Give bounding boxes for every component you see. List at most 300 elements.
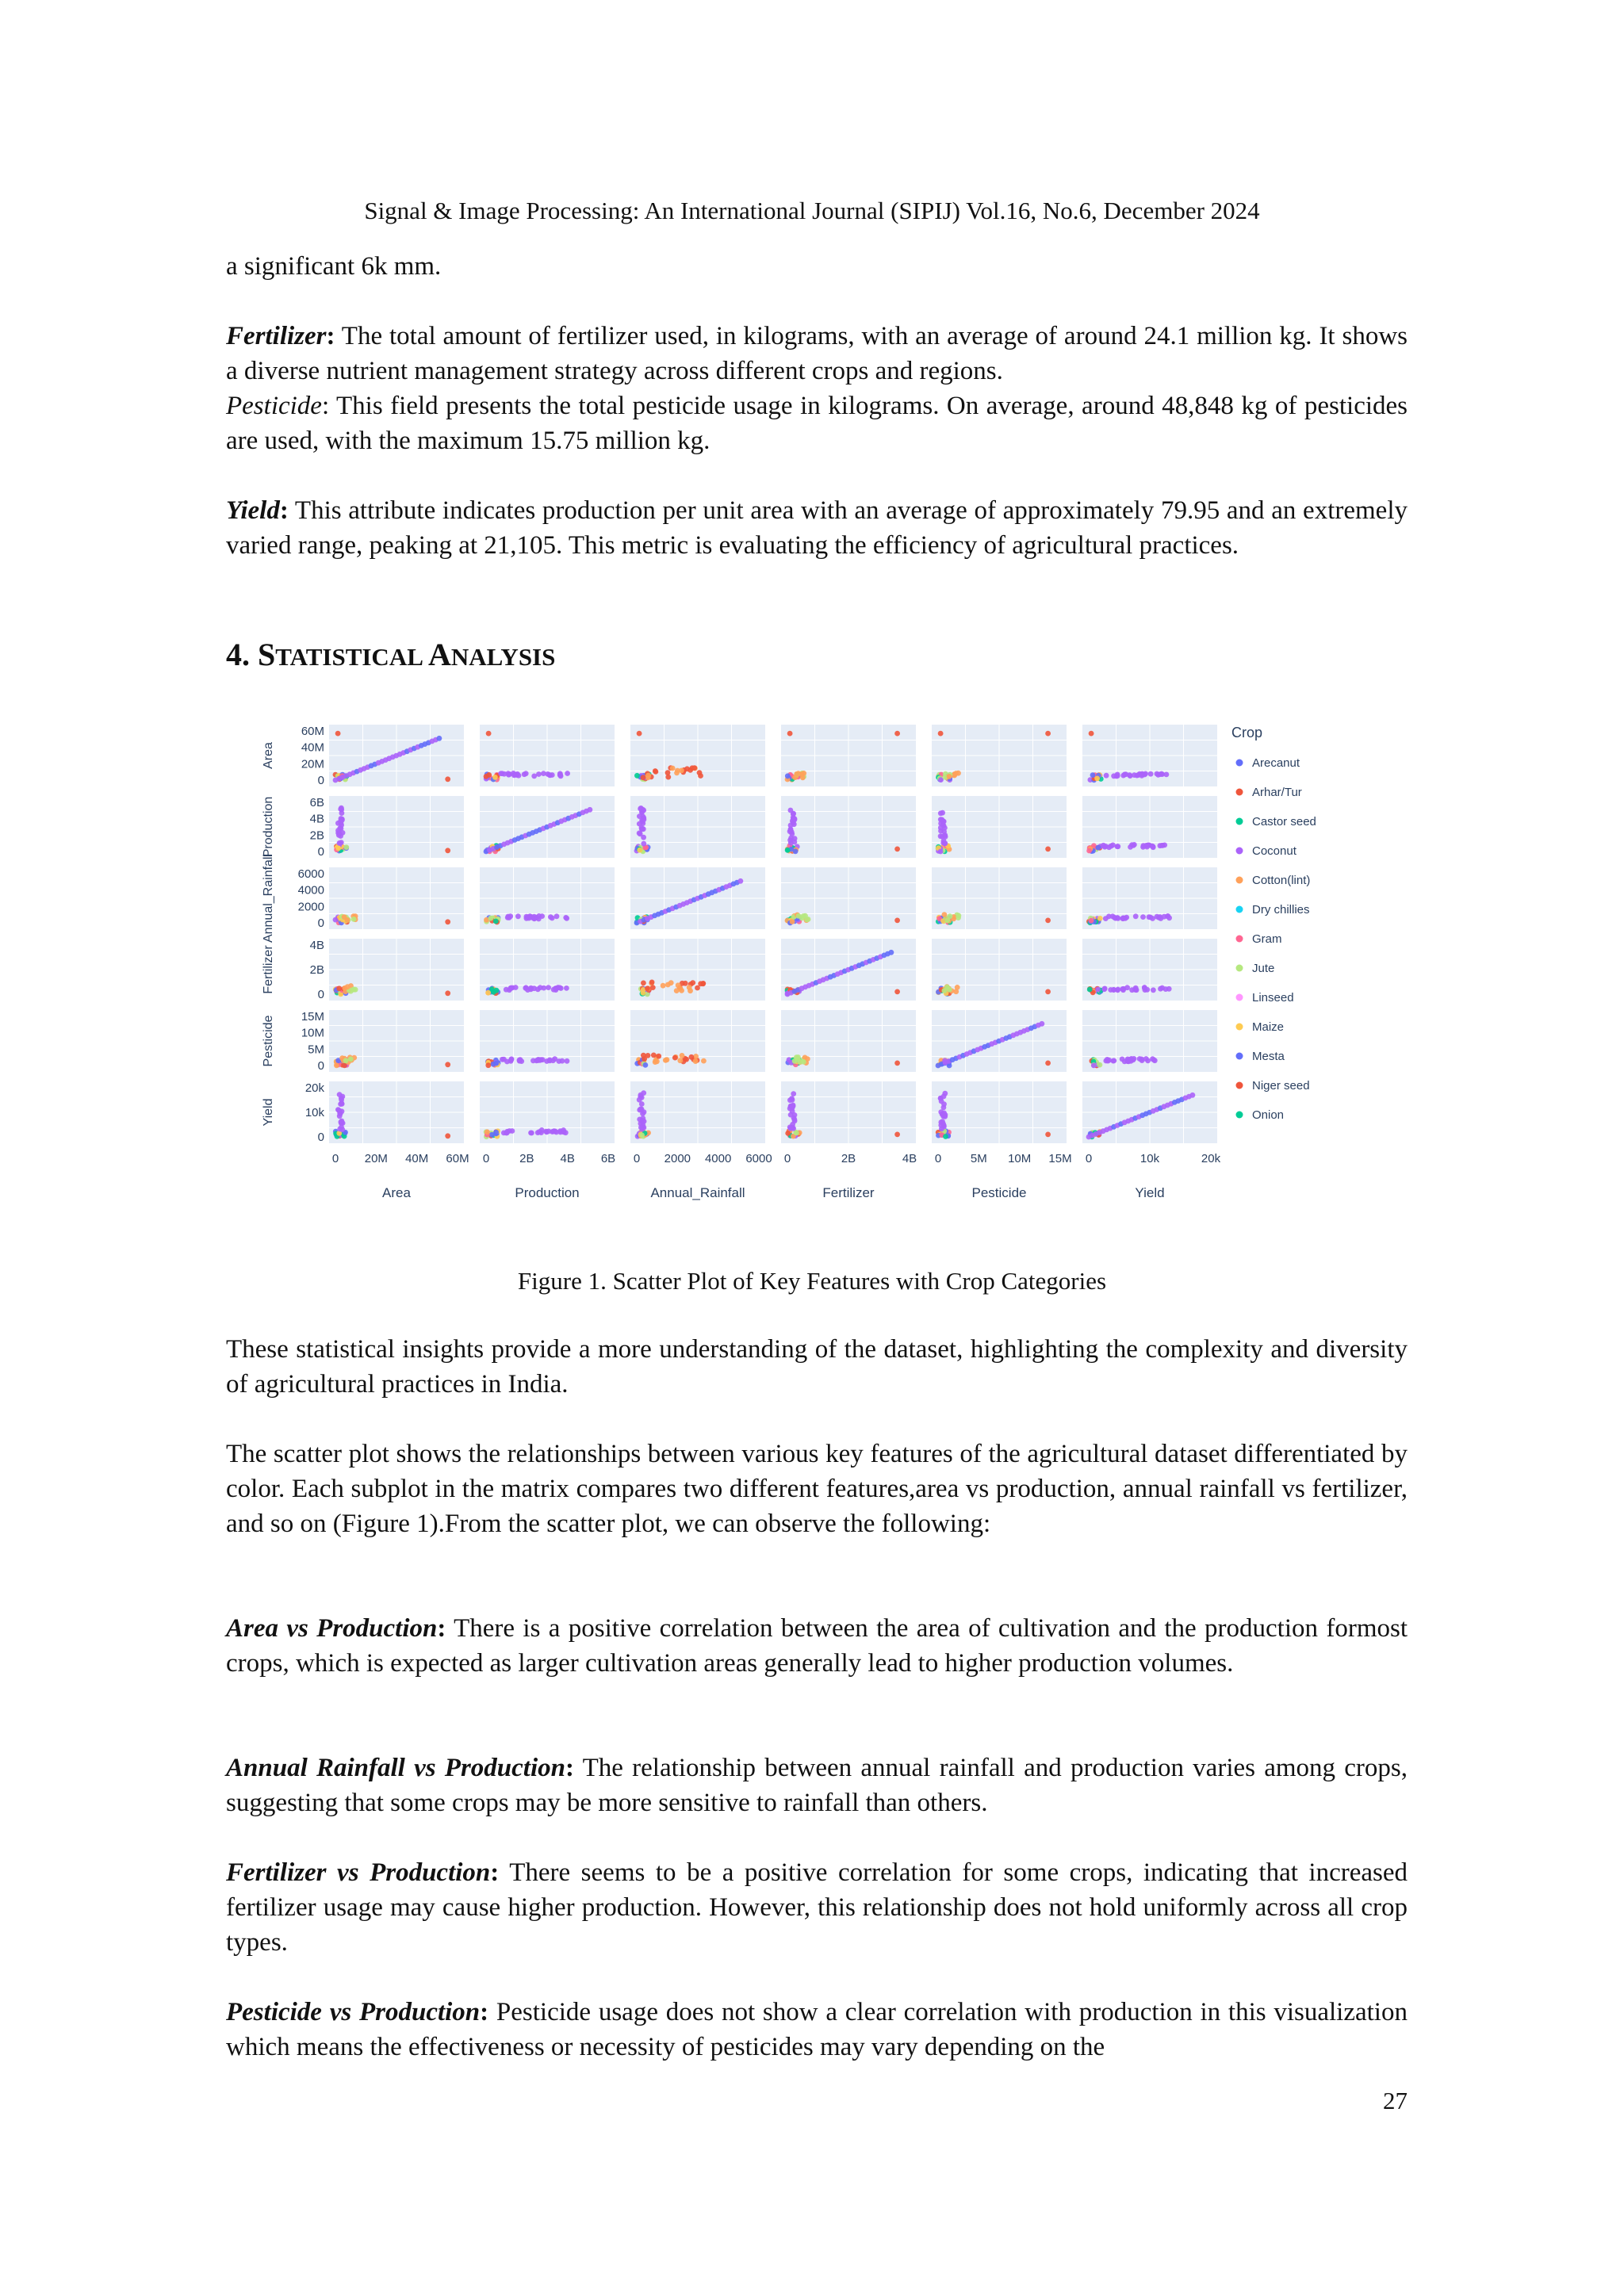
legend-label: Niger seed — [1252, 1079, 1310, 1093]
scatter-point — [536, 913, 542, 919]
scatter-point — [665, 770, 671, 775]
scatter-point — [1103, 1058, 1109, 1064]
scatter-point — [509, 1056, 515, 1062]
y-tick-label: 40M — [301, 740, 324, 755]
row-axis-label: Annual_Rainfall — [262, 853, 275, 943]
scatter-point — [445, 919, 450, 924]
x-axis-title: Yield — [1135, 1185, 1165, 1200]
legend-label: Gram — [1252, 932, 1282, 946]
scatter-point — [546, 985, 551, 990]
scatter-point — [1103, 844, 1109, 849]
rainfall-production-colon: : — [565, 1754, 574, 1782]
scatter-point — [640, 1111, 645, 1116]
scatter-point — [547, 772, 553, 778]
scatter-point — [641, 841, 646, 847]
x-tick-label: 4B — [560, 1152, 575, 1165]
y-tick-label: 10k — [304, 1106, 324, 1119]
scatter-point — [492, 775, 498, 780]
scatter-point — [670, 766, 676, 771]
x-tick-label: 5M — [970, 1152, 987, 1165]
scatter-point — [787, 828, 793, 834]
scatter-point — [1140, 914, 1146, 920]
y-tick-label: 4B — [309, 812, 324, 826]
x-tick-label: 40M — [405, 1152, 429, 1165]
scatter-point — [642, 817, 647, 822]
fertilizer-production-term: Fertilizer vs Production — [226, 1858, 491, 1887]
scatter-point — [791, 1091, 796, 1096]
pesticide-production-paragraph — [226, 1995, 1408, 2064]
scatter-point — [565, 771, 570, 776]
legend-marker — [1236, 877, 1243, 884]
scatter-point — [787, 1097, 793, 1103]
scatter-point — [941, 1093, 947, 1099]
scatter-point — [940, 840, 946, 846]
scatter-point — [1129, 987, 1135, 993]
fertilizer-paragraph — [226, 319, 1408, 388]
fertilizer-production-text: There seems to be a positive correlation for some crops, indicating that increased fertilizer usage may cause higher production. However, this relationship does not hold uniformly across all crop types. — [226, 1858, 1408, 1957]
scatter-point — [688, 988, 693, 993]
scatter-point — [539, 1127, 545, 1133]
scatter-point — [1120, 987, 1126, 993]
scatter-point — [639, 1133, 645, 1138]
scatter-point — [1111, 987, 1116, 993]
row-axis-label: Area — [262, 742, 275, 769]
x-axis-title: Fertilizer — [822, 1185, 875, 1200]
scatter-point — [695, 985, 700, 991]
scatter-point — [1151, 987, 1156, 993]
scatter-point — [794, 771, 799, 777]
fertilizer-production-paragraph — [226, 1855, 1408, 1960]
row-axis-label: Yield — [262, 1098, 275, 1127]
scatter-point — [340, 1120, 346, 1126]
legend-label: Onion — [1252, 1108, 1285, 1122]
x-tick-label: 20k — [1201, 1152, 1221, 1165]
scatter-point — [650, 985, 656, 990]
scatter-point — [337, 840, 343, 846]
y-tick-label: 4B — [309, 939, 324, 952]
scatter-point — [1091, 1063, 1097, 1069]
y-tick-label: 0 — [317, 774, 324, 787]
legend-marker — [1236, 994, 1243, 1001]
scatter-point — [335, 828, 341, 833]
scatter-point — [548, 914, 553, 920]
scatter-point — [531, 774, 537, 779]
scatter-point — [486, 731, 492, 737]
legend-marker — [1236, 1053, 1243, 1060]
scatter-point — [788, 840, 794, 846]
scatter-point — [1104, 773, 1109, 779]
pesticide-production-term: Pesticide vs Production — [226, 1998, 481, 2026]
legend-label: Coconut — [1252, 844, 1297, 858]
scatter-point — [1086, 848, 1092, 854]
scatter-point — [507, 987, 512, 993]
scatter-point — [335, 821, 341, 826]
scatter-point — [1159, 771, 1165, 777]
scatter-point — [437, 736, 442, 741]
yield-paragraph — [226, 493, 1408, 563]
scatter-point — [504, 1130, 510, 1135]
scatter-point — [637, 1097, 642, 1103]
scatter-point — [493, 1130, 499, 1135]
scatter-point — [653, 769, 659, 775]
scatter-point — [493, 1061, 499, 1066]
scatter-point — [668, 980, 674, 985]
section-rest-s: TATISTICAL — [275, 643, 428, 671]
y-tick-label: 0 — [317, 1059, 324, 1073]
scatter-point — [1141, 843, 1147, 848]
scatter-point — [491, 989, 496, 995]
scatter-point — [1111, 1058, 1116, 1064]
scatter-point — [1139, 1057, 1144, 1062]
scatter-point — [493, 919, 499, 924]
scatter-point — [680, 1053, 685, 1058]
scatter-point — [1128, 773, 1133, 779]
scatter-point — [792, 836, 798, 841]
scatter-point — [343, 985, 348, 991]
scatter-point — [947, 774, 952, 779]
legend-title: Crop — [1231, 725, 1263, 740]
y-tick-label: 60M — [301, 725, 324, 738]
legend-marker — [1236, 818, 1243, 825]
pesticide-production-text: Pesticide usage does not show a clear correlation with production in this visualization which means the effectiveness or necessity of pesticides may vary depending on the — [226, 1998, 1408, 2061]
legend-label: Linseed — [1252, 991, 1294, 1004]
area-production-paragraph — [226, 1611, 1408, 1681]
scatter-point — [523, 985, 528, 991]
scatter-point — [641, 981, 646, 986]
scatter-point — [943, 1134, 948, 1139]
scatter-point — [894, 1132, 900, 1138]
scatter-point — [1045, 731, 1051, 737]
scatter-point — [1139, 773, 1145, 779]
fertilizer-production-colon: : — [490, 1858, 500, 1887]
legend-marker — [1236, 848, 1243, 855]
x-axis-title: Pesticide — [971, 1185, 1027, 1200]
scatter-point — [942, 832, 948, 838]
page-header: Signal & Image Processing: An International Journal (SIPIJ) Vol.16, No.6, December 2024 — [364, 197, 1260, 224]
scatter-point — [333, 917, 339, 923]
x-tick-label: 2B — [841, 1152, 856, 1165]
scatter-point — [1120, 1057, 1125, 1062]
y-tick-label: 0 — [317, 845, 324, 859]
figure-caption: Figure 1. Scatter Plot of Key Features with Crop Categories — [517, 1267, 1107, 1295]
scatter-point — [796, 913, 802, 919]
scatter-point — [791, 811, 796, 817]
scatter-point — [505, 915, 511, 920]
scatter-point — [641, 1090, 646, 1096]
scatter-point — [1112, 915, 1117, 920]
scatter-point — [1151, 844, 1156, 850]
scatter-point — [804, 917, 810, 923]
scatter-point — [1133, 913, 1139, 919]
scatter-point — [801, 1059, 806, 1065]
scatter-point — [948, 913, 953, 919]
section-heading — [226, 636, 555, 673]
area-production-term: Area vs Production — [226, 1614, 438, 1643]
scatter-point — [787, 731, 793, 737]
scatter-point — [1094, 776, 1100, 782]
scatter-point — [790, 919, 795, 924]
scatter-point — [339, 810, 345, 816]
x-tick-label: 15M — [1048, 1152, 1072, 1165]
scatter-point — [488, 916, 494, 921]
scatter-point — [1045, 1061, 1051, 1066]
scatter-point — [588, 807, 593, 813]
scatter-point — [641, 775, 646, 780]
scatter-point — [1090, 772, 1096, 778]
row-axis-label: Pesticide — [262, 1015, 275, 1067]
scatter-point — [553, 1130, 559, 1135]
scatter-point — [641, 835, 646, 840]
scatter-point — [1103, 916, 1109, 921]
x-tick-label: 0 — [331, 1152, 339, 1165]
fertilizer-colon: : — [326, 322, 335, 350]
legend-label: Dry chillies — [1252, 903, 1310, 916]
scatter-point — [1148, 771, 1154, 777]
scatter-point — [486, 772, 492, 778]
scatter-point — [672, 1055, 678, 1061]
scatter-point — [522, 771, 527, 777]
scatter-point — [334, 1063, 339, 1069]
scatter-point — [956, 915, 961, 920]
legend-marker — [1236, 965, 1243, 972]
y-tick-label: 0 — [317, 1131, 324, 1144]
scatter-point — [894, 989, 900, 995]
scatter-point — [889, 950, 894, 955]
x-tick-label: 0 — [482, 1152, 490, 1165]
scatter-point — [1045, 847, 1051, 852]
pesticide-text: : This field presents the total pesticide usage in kilograms. On average, around 48,848 kg of pesticides are used, with the maximum 15.75 million kg. — [226, 392, 1408, 455]
scatter-point — [794, 1131, 799, 1136]
legend-marker — [1236, 1082, 1243, 1089]
pesticide-term: Pesticide — [226, 392, 322, 420]
scatter-point — [546, 1129, 551, 1135]
scatter-point — [643, 1062, 649, 1068]
legend-marker — [1236, 1112, 1243, 1119]
legend-marker — [1236, 936, 1243, 943]
scatter-point — [637, 731, 642, 737]
scatter-point — [894, 1061, 900, 1066]
x-tick-label: 2000 — [664, 1152, 691, 1165]
scatter-point — [785, 848, 791, 853]
x-axis-title: Production — [515, 1185, 580, 1200]
y-tick-label: 6B — [309, 796, 324, 809]
scatter-point — [1045, 918, 1051, 924]
scatter-point — [637, 1117, 642, 1123]
scatter-point — [513, 985, 519, 990]
scatter-point — [510, 1128, 515, 1134]
y-tick-label: 4000 — [297, 883, 324, 897]
x-tick-label: 4B — [902, 1152, 917, 1165]
x-tick-label: 0 — [1085, 1152, 1093, 1165]
rainfall-production-text: The relationship between annual rainfall and production varies among crops, suggesting that some crops may be more sensitive to rainfall than others. — [226, 1754, 1408, 1817]
scatter-point — [701, 1058, 707, 1064]
scatter-point — [511, 773, 517, 779]
scatter-point — [1097, 916, 1103, 921]
legend-marker — [1236, 906, 1243, 913]
area-production-colon: : — [437, 1614, 446, 1643]
scatter-point — [1190, 1093, 1196, 1098]
scatter-point — [1110, 843, 1116, 848]
scatter-point — [785, 773, 791, 779]
scatter-point — [1134, 773, 1139, 779]
scatter-point — [894, 918, 900, 924]
scatter-point — [791, 821, 797, 827]
scatter-point — [1102, 986, 1108, 992]
scatter-point — [336, 985, 342, 991]
scatter-point — [792, 817, 798, 822]
scatter-point — [938, 849, 944, 855]
scatter-point — [641, 808, 646, 813]
scatter-point — [565, 1058, 570, 1064]
rainfall-production-term: Annual Rainfall vs Production — [226, 1754, 565, 1782]
yield-term: Yield — [226, 496, 280, 525]
scatter-point — [524, 914, 530, 920]
scatter-point — [684, 1057, 689, 1062]
scatter-point — [649, 980, 655, 985]
scatter-point — [337, 1108, 343, 1114]
scatter-point — [738, 878, 744, 884]
scatter-point — [538, 985, 543, 990]
x-tick-label: 2B — [519, 1152, 534, 1165]
y-tick-label: 15M — [301, 1010, 324, 1024]
scatter-point — [788, 1126, 794, 1131]
yield-text: This attribute indicates production per unit area with an average of approximately 79.95 and an extremely varied range, peaking at 21,105. This metric is evaluating the efficiency of agricultural practices. — [226, 496, 1408, 560]
scatter-point — [697, 770, 703, 775]
scatter-point — [645, 985, 650, 991]
scatter-point — [445, 1062, 450, 1067]
scatter-point — [942, 825, 948, 831]
y-tick-label: 2000 — [297, 900, 324, 914]
scatter-point — [339, 1127, 345, 1132]
scatter-point — [515, 913, 521, 919]
pesticide-production-colon: : — [480, 1998, 489, 2026]
rainfall-production-paragraph — [226, 1751, 1408, 1820]
scatter-point — [942, 912, 948, 917]
scatter-point — [1089, 918, 1094, 924]
x-tick-label: 10k — [1139, 1152, 1160, 1165]
scatter-point — [1159, 985, 1165, 991]
scatter-point — [348, 1057, 354, 1062]
row-axis-label: Fertilizer — [262, 945, 275, 994]
scatter-point — [677, 1058, 683, 1063]
scatter-point — [679, 768, 684, 774]
scatter-point — [637, 848, 642, 853]
x-tick-label: 0 — [633, 1152, 641, 1165]
scatter-point — [518, 1057, 523, 1062]
scatter-point — [894, 847, 900, 852]
scatter-point — [1089, 731, 1094, 737]
scatter-point — [683, 981, 688, 986]
scatter-point — [343, 844, 349, 850]
scatter-point — [557, 772, 563, 778]
scatter-point — [351, 916, 357, 922]
scatter-point — [554, 913, 560, 919]
scatter-point — [1096, 845, 1101, 851]
y-tick-label: 6000 — [297, 867, 324, 881]
scatter-point — [654, 1058, 660, 1064]
scatter-point — [1045, 1132, 1051, 1138]
scatter-point — [1155, 771, 1160, 777]
x-tick-label: 0 — [934, 1152, 942, 1165]
scatter-point — [445, 1133, 450, 1138]
scatter-point — [445, 848, 450, 853]
scatter-point — [1159, 843, 1165, 848]
scatter-point — [339, 1097, 344, 1103]
scatter-point — [938, 731, 944, 737]
x-tick-label: 0 — [783, 1152, 791, 1165]
scatter-point — [485, 990, 491, 996]
scatter-point — [940, 1112, 945, 1117]
scatter-point — [531, 916, 537, 921]
scatter-point — [485, 1129, 490, 1135]
scatter-point — [693, 1058, 699, 1064]
fertilizer-term: Fertilizer — [226, 322, 327, 350]
scatter-point — [693, 1054, 699, 1059]
page-number: 27 — [1383, 2087, 1408, 2114]
legend-label: Jute — [1252, 962, 1275, 975]
scatter-point — [1111, 773, 1116, 779]
x-axis-title: Area — [382, 1185, 411, 1200]
scatter-point — [788, 1104, 794, 1109]
scatter-point — [553, 987, 559, 993]
scatter-matrix-chart — [258, 714, 1320, 1221]
legend-marker — [1236, 760, 1243, 767]
scatter-point — [689, 1054, 695, 1060]
scatter-point — [944, 985, 950, 990]
scatter-point — [535, 1058, 541, 1063]
section-initial-a: A — [427, 637, 451, 672]
scatter-point — [940, 1119, 945, 1124]
y-tick-label: 20M — [301, 757, 324, 771]
scatter-point — [1158, 916, 1163, 921]
scatter-point — [938, 810, 944, 816]
area-production-text: There is a positive correlation between the area of cultivation and the production formost crops, which is expected as larger cultivation areas generally lead to higher production volumes. — [226, 1614, 1408, 1678]
x-tick-label: 20M — [364, 1152, 388, 1165]
scatter-point — [651, 1053, 657, 1058]
scatter-point — [634, 773, 640, 779]
yield-colon: : — [279, 496, 289, 525]
scatter-point — [550, 1058, 556, 1063]
scatter-point — [1120, 916, 1126, 921]
scatter-point — [343, 1058, 349, 1063]
scatter-point — [564, 916, 569, 921]
scatter-point — [564, 985, 569, 991]
insights-paragraph: These statistical insights provide a more understanding of the dataset, highlighting the complexity and diversity of agricultural practices in India. — [226, 1335, 1408, 1399]
scatter-point — [637, 813, 642, 819]
scatter-point — [1040, 1021, 1045, 1027]
x-tick-label: 6000 — [745, 1152, 772, 1165]
scatter-point — [691, 765, 697, 771]
legend-marker — [1236, 1024, 1243, 1031]
y-tick-label: 0 — [317, 916, 324, 930]
scatter-point — [445, 776, 450, 782]
y-tick-label: 5M — [308, 1043, 324, 1057]
scatter-point — [1115, 844, 1120, 849]
scatter-point — [941, 1105, 947, 1111]
y-tick-label: 2B — [309, 963, 324, 977]
scatter-point — [1132, 842, 1137, 848]
x-tick-label: 10M — [1008, 1152, 1032, 1165]
section-rest-a: NALYSIS — [450, 643, 556, 671]
x-axis-title: Annual_Rainfall — [650, 1185, 745, 1200]
fertilizer-text: The total amount of fertilizer used, in kilograms, with an average of around 24.1 million kg. It shows a diverse nutrient management strategy across different crops and regions. — [226, 322, 1408, 385]
scatter-point — [1150, 916, 1155, 921]
scatter-point — [1150, 1056, 1155, 1062]
scatter-point — [351, 987, 357, 993]
scatter-point — [638, 1125, 644, 1131]
scatter-point — [1087, 987, 1093, 993]
y-tick-label: 10M — [301, 1026, 324, 1040]
